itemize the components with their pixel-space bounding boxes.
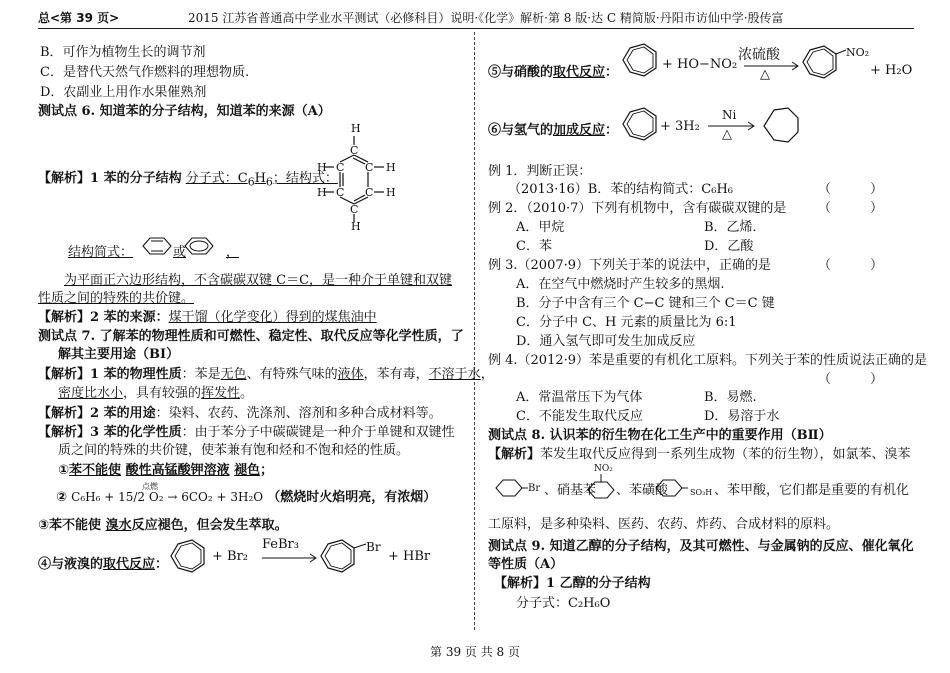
- page-header: [38, 6, 914, 29]
- bromobenzene-br: Br: [528, 483, 541, 494]
- answer-paren-1: （ ）: [818, 182, 884, 197]
- option-b: B．可作为植物生长的调节剂: [40, 45, 206, 60]
- ignition-condition: 点燃: [142, 482, 158, 491]
- combustion-note: （燃烧时火焰明亮，有浓烟）: [267, 490, 437, 505]
- test-point-9-cont: 等性质（A）: [488, 557, 564, 572]
- column-divider: [474, 32, 475, 630]
- heat-symbol-2: △: [722, 127, 732, 142]
- ethanol-structure-heading: 【解析】1 乙醇的分子结构: [494, 576, 651, 591]
- sulfonic-group: SO₃H: [690, 488, 713, 497]
- example-1: 例 1．判断正误：: [488, 164, 592, 179]
- benzoic-acid-text: 、苯甲酸，它们都是重要的有机化: [714, 483, 910, 498]
- nitrobenzene-no2: NO₂: [594, 464, 613, 474]
- svg-text:H: H: [386, 186, 396, 199]
- test-point-9: 测试点 9. 知道乙醇的分子结构，及其可燃性、与金属钠的反应、催化氧化: [488, 539, 914, 554]
- ethanol-formula: 分子式：C₂H₆O: [516, 596, 611, 611]
- bromine-reagent: + Br₂: [212, 549, 249, 564]
- nitration-title: ⑤与硝酸的取代反应：: [488, 65, 619, 80]
- analysis-source: 【解析】2 苯的来源：煤干馏（化学变化）得到的煤焦油中: [38, 310, 377, 325]
- benzene-kekule-icon: [142, 236, 172, 256]
- example-2-c: C．苯: [516, 239, 552, 254]
- svg-text:C: C: [350, 144, 359, 157]
- svg-text:C: C: [336, 161, 345, 174]
- page-label: 总<第 39 页>: [38, 11, 120, 25]
- chemical-properties: 【解析】3 苯的化学性质：由于苯分子中碳碳键是一种介于单键和双键性: [38, 425, 455, 440]
- hbr-product: + HBr: [388, 549, 431, 564]
- svg-text:H: H: [386, 161, 396, 174]
- option-d: D．农副业上用作水果催熟剂: [40, 85, 207, 100]
- benzene-circle-icon: [184, 236, 214, 256]
- combustion-equation: C₆H₆ + 15/2 O₂ → 6CO₂ + 3H₂O: [71, 490, 264, 504]
- example-2-a: A．甲烷: [516, 220, 565, 235]
- property-3: ③苯不能使 溴水反应褪色，但会发生萃取。: [38, 518, 288, 533]
- water-product: + H₂O: [870, 63, 913, 78]
- example-4-c: C．不能发生取代反应: [516, 409, 643, 424]
- example-4-d: D．易溶于水: [704, 409, 780, 424]
- hydrogen-reagent: + 3H₂: [660, 119, 700, 134]
- sulfuric-acid-catalyst: 浓硫酸: [738, 47, 780, 63]
- nickel-catalyst: Ni: [722, 108, 737, 122]
- structure-label: ；结构式：: [272, 171, 338, 186]
- chemical-properties-cont: 质之间的特殊的共价键，使苯兼有饱和烃和不饱和烃的性质。: [58, 443, 410, 458]
- svg-text:H: H: [317, 186, 327, 199]
- property-1: ①苯不能使 酸性高锰酸钾溶液 褪色；: [58, 463, 274, 478]
- example-3-b: B．分子中含有三个 C−C 键和三个 C＝C 键: [516, 296, 775, 311]
- test-point-8: 测试点 8. 认识苯的衍生物在化工生产中的重要作用（BⅡ）: [488, 428, 832, 443]
- molecular-formula: 分子式：$C_6H_6$: [185, 171, 273, 189]
- physical-properties: 【解析】1 苯的物理性质：苯是无色、有特殊气味的液体，苯有毒，不溶于水，: [38, 367, 494, 382]
- hydrogenation-title: ⑥与氢气的加成反应：: [488, 123, 619, 138]
- analysis-heading: 1 苯的分子结构: [90, 171, 182, 186]
- answer-paren-3: （ ）: [818, 258, 884, 273]
- answer-paren-4: （ ）: [818, 372, 884, 387]
- example-4: 例 4.（2012·9）苯是重要的有机化工原料。下列关于苯的性质说法正确的是: [488, 353, 928, 368]
- benzene-structural-formula: [317, 118, 408, 233]
- physical-properties-cont: 密度比水小，具有较强的挥发性。: [58, 386, 254, 401]
- svg-text:H: H: [351, 122, 361, 135]
- benzenesulfonic-label: 、苯磺酸: [616, 483, 669, 498]
- property-2-combustion: ② C₆H₆ + 15/2 O₂ → 6CO₂ + 3H₂O （燃烧时火焰明亮，有浓烟）: [56, 490, 437, 505]
- structure-desc-2: 性质之间的特殊的共价键。: [38, 291, 195, 306]
- test-point-6: 测试点 6. 知道苯的分子结构，知道苯的来源（A）: [38, 104, 331, 119]
- answer-paren-2: （ ）: [818, 201, 884, 216]
- example-1-question: （2013·16）B．苯的结构简式：C₆H₆: [508, 182, 734, 197]
- example-3-c: C．分子中 C、H 元素的质量比为 6:1: [516, 315, 737, 330]
- example-3-d: D．通入氢气即可发生加成反应: [516, 334, 696, 349]
- example-4-a: A．常温常压下为气体: [516, 390, 643, 405]
- test-point-7-cont: 解其主要用途（BⅠ）: [58, 347, 180, 362]
- option-c: C．是替代天然气作燃料的理想物质.: [40, 65, 250, 80]
- example-3: 例 3.（2007·9）下列关于苯的说法中，正确的是: [488, 258, 772, 273]
- nitrobenzene-label: 、硝基苯: [544, 483, 597, 498]
- example-4-b: B．易燃.: [704, 390, 757, 405]
- svg-text:H: H: [351, 220, 361, 233]
- uses-line: 【解析】2 苯的用途：染料、农药、洗涤剂、溶剂和多种合成材料等。: [38, 406, 442, 421]
- structure-desc-1: 为平面正六边形结构，不含碳碳双键 C＝C，是一种介于单键和双键: [64, 273, 453, 288]
- example-2-b: B．乙烯．: [704, 220, 766, 235]
- svg-text:C: C: [336, 186, 345, 199]
- example-2-d: D．乙酸: [704, 239, 754, 254]
- nitro-group: NO₂: [846, 46, 870, 59]
- property-4-bromination: ④与液溴的取代反应：: [38, 557, 169, 572]
- test-point-7: 测试点 7. 了解苯的物理性质和可燃性、稳定性、取代反应等化学性质，了: [38, 329, 464, 344]
- analysis-structure: [38, 170, 338, 192]
- svg-text:C: C: [350, 203, 359, 216]
- nitric-acid-reagent: + HO−NO₂: [662, 57, 738, 72]
- header-title: 2015 江苏省普通高中学业水平测试（必修科目）说明·《化学》解析·第 8 版·达 C 精简版·丹阳市访仙中学·殷传富: [188, 11, 784, 25]
- page-footer: 第 39 页 共 8 页: [430, 645, 520, 659]
- febr3-catalyst: FeBr₃: [262, 537, 299, 552]
- example-2: 例 2．（2010·7）下列有机物中，含有碳碳双键的是: [488, 201, 787, 216]
- svg-text:H: H: [317, 161, 327, 174]
- analysis-label: 【解析】: [38, 171, 91, 186]
- simple-structure-line: 结构简式： 或 ，: [68, 245, 240, 260]
- example-3-a: A．在空气中燃烧时产生较多的黑烟.: [516, 277, 725, 292]
- derivatives-text: 【解析】苯发生取代反应得到一系列生成物（苯的衍生物），如氯苯、溴苯: [488, 447, 911, 462]
- derivatives-uses: 工原料，是多种染料、医药、农药、炸药、合成材料的原料。: [488, 517, 840, 532]
- svg-text:C: C: [365, 161, 374, 174]
- svg-text:C: C: [365, 186, 374, 199]
- bromo-substituent: Br: [366, 540, 381, 554]
- heat-symbol: △: [760, 67, 770, 82]
